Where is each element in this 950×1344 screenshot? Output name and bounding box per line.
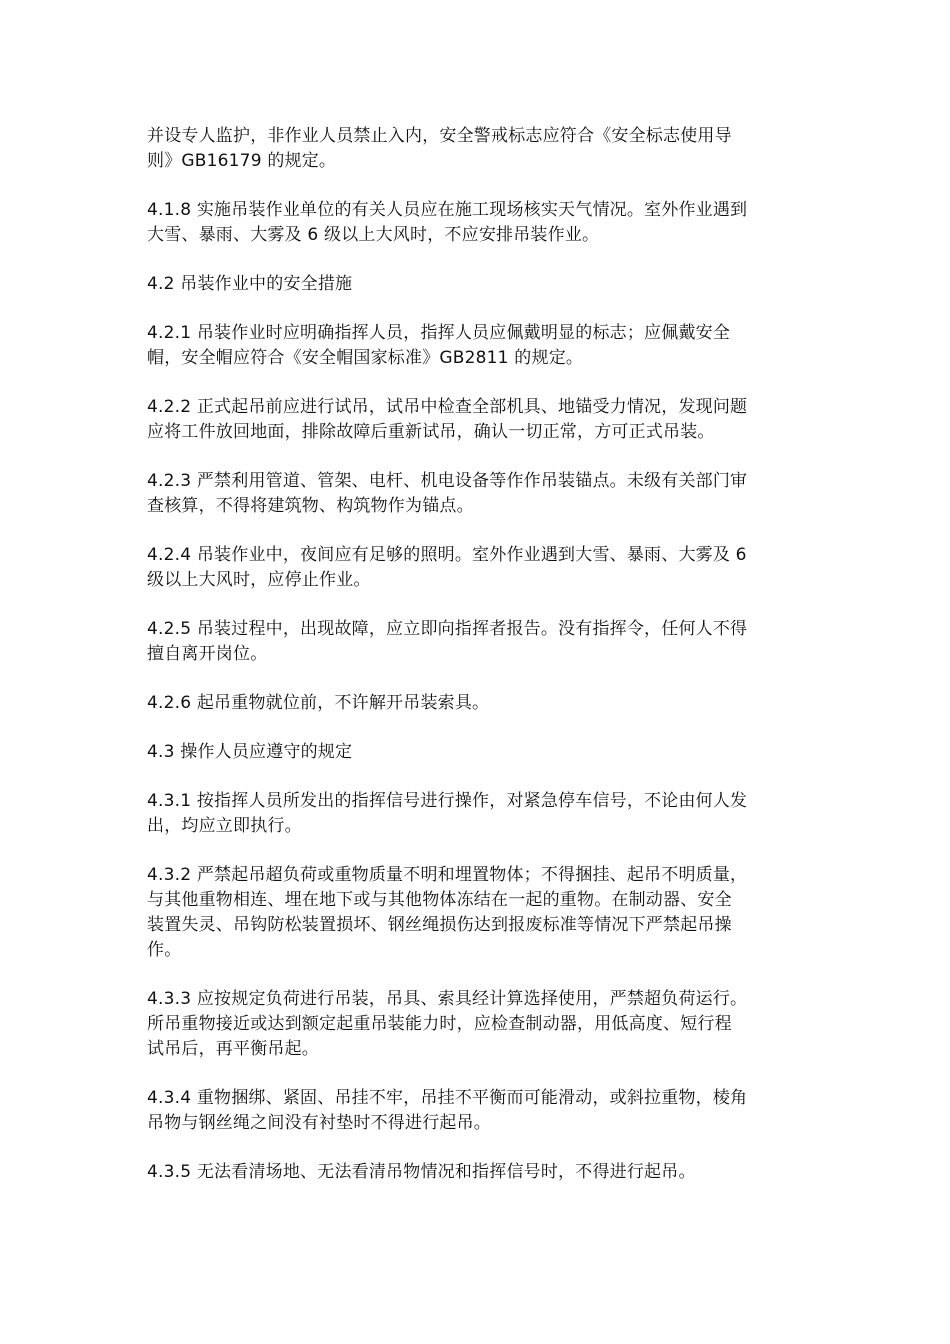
paragraph-continuation: 并设专人监护，非作业人员禁止入内，安全警戒标志应符合《安全标志使用导 则》GB16179 的规定。 <box>147 126 732 171</box>
paragraph-4-2-3: 4.2.3 严禁利用管道、管架、电杆、机电设备等作作吊装锚点。未级有关部门审 查核算，不得将建筑物、构筑物作为锚点。 <box>147 471 748 516</box>
document-page <box>147 124 807 1209</box>
paragraph-4-1-8: 4.1.8 实施吊装作业单位的有关人员应在施工现场核实天气情况。室外作业遇到 大雪、暴雨、大雾及 6 级以上大风时，不应安排吊装作业。 <box>147 200 748 245</box>
paragraph-4-2-4: 4.2.4 吊装作业中，夜间应有足够的照明。室外作业遇到大雪、暴雨、大雾及 6 级以上大风时，应停止作业。 <box>147 545 747 590</box>
paragraph-4-3-4: 4.3.4 重物捆绑、紧固、吊挂不牢，吊挂不平衡而可能滑动，或斜拉重物，棱角 吊物与钢丝绳之间没有衬垫时不得进行起吊。 <box>147 1088 748 1133</box>
section-heading-4-3: 4.3 操作人员应遵守的规定 <box>147 742 353 762</box>
paragraph-4-2-6: 4.2.6 起吊重物就位前，不许解开吊装索具。 <box>147 693 490 713</box>
section-heading-4-2: 4.2 吊装作业中的安全措施 <box>147 274 353 294</box>
paragraph-4-2-1: 4.2.1 吊装作业时应明确指挥人员，指挥人员应佩戴明显的标志；应佩戴安全 帽，安全帽应符合《安全帽国家标准》GB2811 的规定。 <box>147 323 731 368</box>
paragraph-4-3-3: 4.3.3 应按规定负荷进行吊装，吊具、索具经计算选择使用，严禁超负荷运行。 所吊重物接近或达到额定起重吊装能力时，应检查制动器，用低高度、短行程 试吊后，再平衡吊起。 <box>147 989 748 1059</box>
paragraph-4-2-5: 4.2.5 吊装过程中，出现故障，应立即向指挥者报告。没有指挥令，任何人不得 擅自离开岗位。 <box>147 619 748 664</box>
paragraph-4-3-1: 4.3.1 按指挥人员所发出的指挥信号进行操作，对紧急停车信号，不论由何人发 出，均应立即执行。 <box>147 791 748 836</box>
paragraph-4-3-5: 4.3.5 无法看清场地、无法看清吊物情况和指挥信号时，不得进行起吊。 <box>147 1162 696 1182</box>
paragraph-4-3-2: 4.3.2 严禁起吊超负荷或重物质量不明和埋置物体；不得捆挂、起吊不明质量， 与其他重物相连、埋在地下或与其他物体冻结在一起的重物。在制动器、安全 装置失灵、吊钩防松装置损坏、钢丝绳损伤达到报废标准等情况下严禁起吊操 作。 <box>147 865 748 960</box>
paragraph-4-2-2: 4.2.2 正式起吊前应进行试吊，试吊中检查全部机具、地锚受力情况，发现问题 应将工件放回地面，排除故障后重新试吊，确认一切正常，方可正式吊装。 <box>147 397 748 442</box>
